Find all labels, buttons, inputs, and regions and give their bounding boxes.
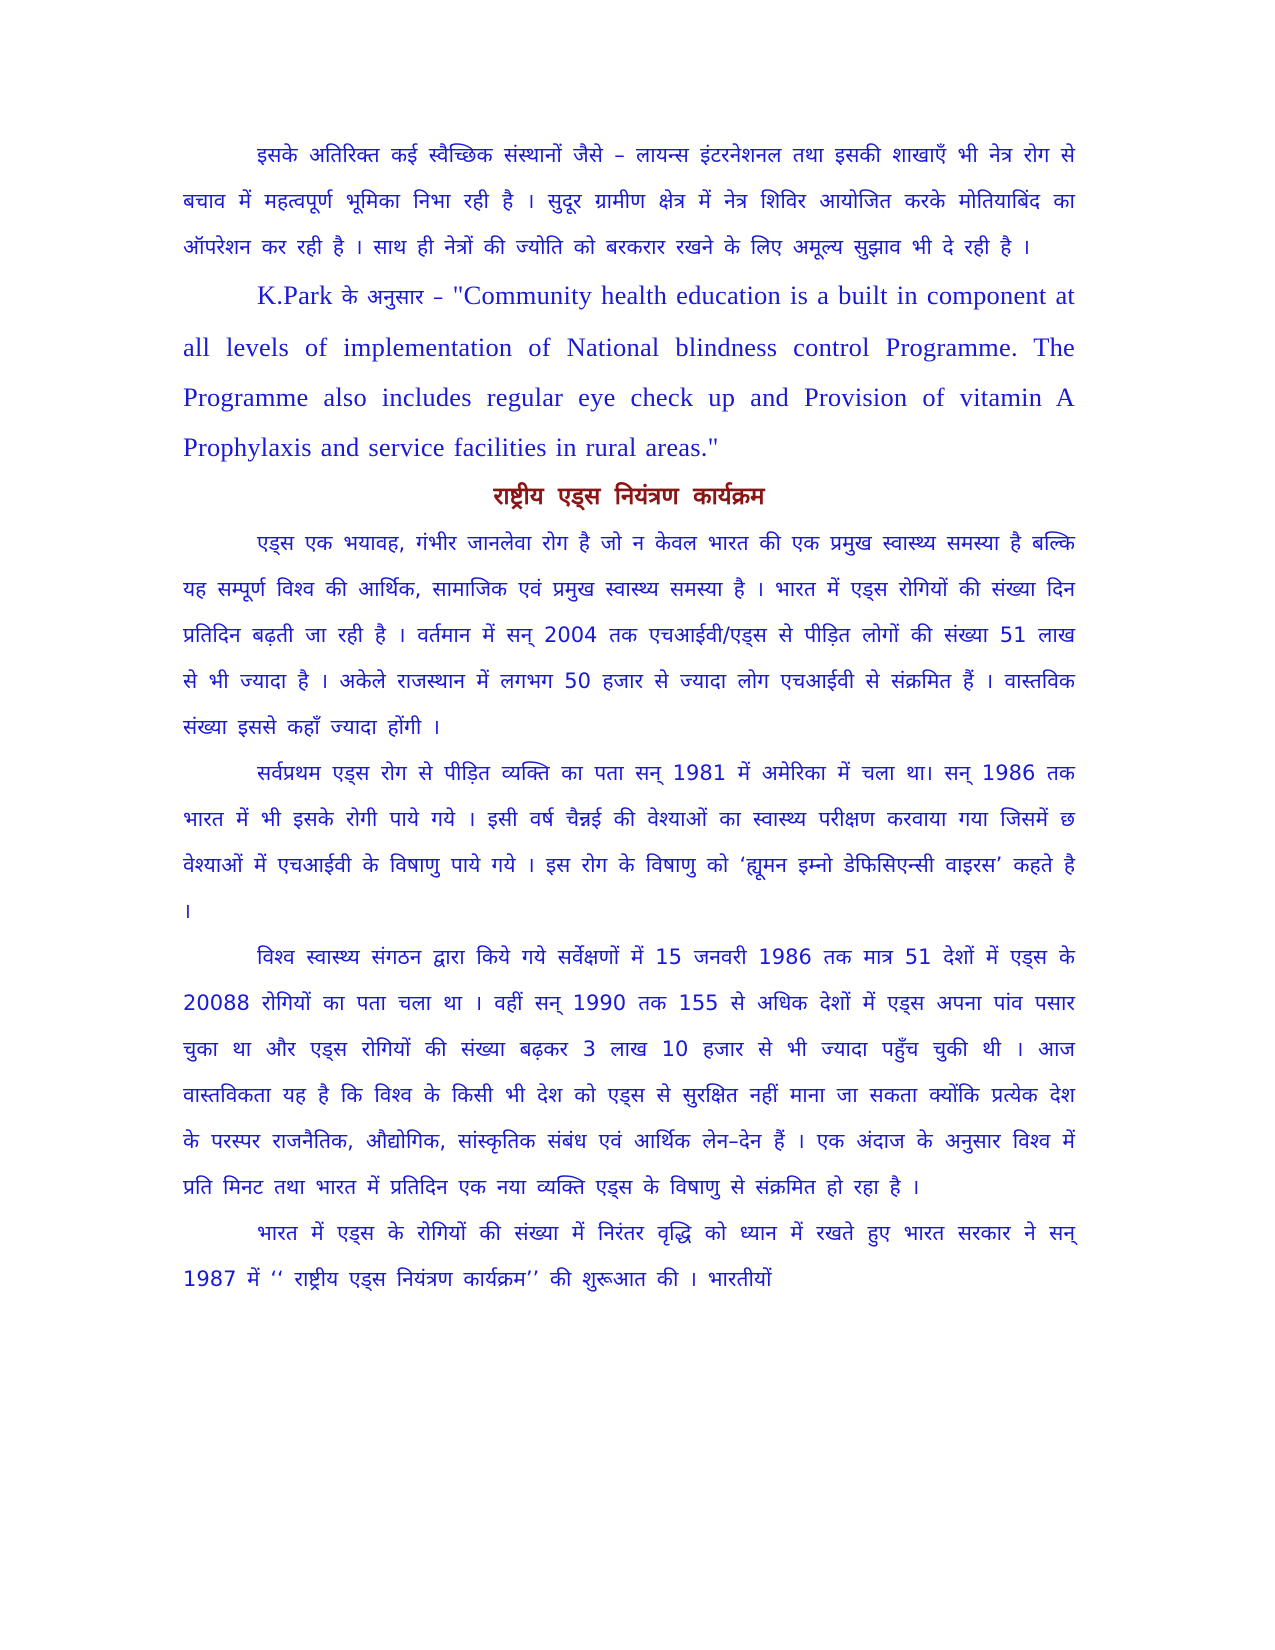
section-heading: राष्ट्रीय एड्स नियंत्रण कार्यक्रम [493, 482, 765, 510]
document-page [183, 132, 1075, 1302]
quote-text: "Community health education is a built in component at all levels of implementation of National blindness control Programme. The Programme also includes regular eye check up and Provision of vitamin A Prophylaxis and service facilities in rural areas." [183, 280, 1075, 462]
paragraph-naco-start: भारत में एड्स के रोगियों की संख्या में निरंतर वृद्धि को ध्यान में रखते हुए भारत सरकार ने सन् 1987 में ‘‘ राष्ट्रीय एड्स नियंत्रण कार्यक्रम’’ की शुरूआत की । भारतीयों [183, 1221, 1075, 1291]
quote-lead: के अनुसार – [341, 285, 444, 309]
paragraph-kpark-quote [183, 270, 1075, 472]
paragraph-who-survey: विश्व स्वास्थ्य संगठन द्वारा किये गये सर्वेक्षणों में 15 जनवरी 1986 तक मात्र 51 देशों में एड्स के 20088 रोगियों का पता चला था । वहीं सन् 1990 तक 155 से अधिक देशों में एड्स अपना पांव पसार चुका था और एड्स रोगियों की संख्या बढ़कर 3 लाख 10 हजार से भी ज्यादा पहुॅंच चुकी थी । आज वास्तविकता यह है कि विश्व के किसी भी देश को एड्स से सुरक्षित नहीं माना जा सकता क्योंकि प्रत्येक देश के परस्पर राजनैतिक, औद्योगिक, सांस्कृतिक संबंध एवं आर्थिक लेन–देन हैं । एक अंदाज के अनुसार विश्व में प्रति मिनट तथा भारत में प्रतिदिन एक नया व्यक्ति एड्स के विषाणु से संक्रमित हो रहा है । [183, 945, 1075, 1199]
quote-source: K.Park [257, 280, 333, 310]
paragraph-aids-history: सर्वप्रथम एड्स रोग से पीड़ित व्यक्ति का पता सन् 1981 में अमेरिका में चला था। सन् 1986 तक भारत में भी इसके रोगी पाये गये । इसी वर्ष चैन्नई की वेश्याओं का स्वास्थ्य परीक्षण करवाया गया जिसमें छ वेश्याओं में एचआईवी के विषाणु पाये गये । इस रोग के विषाणु को ‘ह्यूमन इम्नो डेफिसिएन्सी वाइरस’ कहते है । [183, 761, 1075, 923]
paragraph-aids-intro: एड्स एक भयावह, गंभीर जानलेवा रोग है जो न केवल भारत की एक प्रमुख स्वास्थ्य समस्या है बल्कि यह सम्पूर्ण विश्व की आर्थिक, सामाजिक एवं प्रमुख स्वास्थ्य समस्या है । भारत में एड्स रोगियों की संख्या दिन प्रतिदिन बढ़ती जा रही है । वर्तमान में सन् 2004 तक एचआईवी/एड्स से पीड़ित लोगों की संख्या 51 लाख से भी ज्यादा है । अकेले राजस्थान में लगभग 50 हजार से ज्यादा लोग एचआईवी से संक्रमित हैं । वास्तविक संख्या इससे कहॉं ज्यादा होंगी । [183, 531, 1075, 739]
paragraph-voluntary-organizations: इसके अतिरिक्त कई स्वैच्छिक संस्थानों जैसे – लायन्स इंटरनेशनल तथा इसकी शाखाऍं भी नेत्र रोग से बचाव में महत्वपूर्ण भूमिका निभा रही है । सुदूर ग्रामीण क्षेत्र में नेत्र शिविर आयोजित करके मोतियाबिंद का ऑपरेशन कर रही है । साथ ही नेत्रों की ज्योति को बरकरार रखने के लिए अमूल्य सुझाव भी दे रही है । [183, 143, 1075, 259]
